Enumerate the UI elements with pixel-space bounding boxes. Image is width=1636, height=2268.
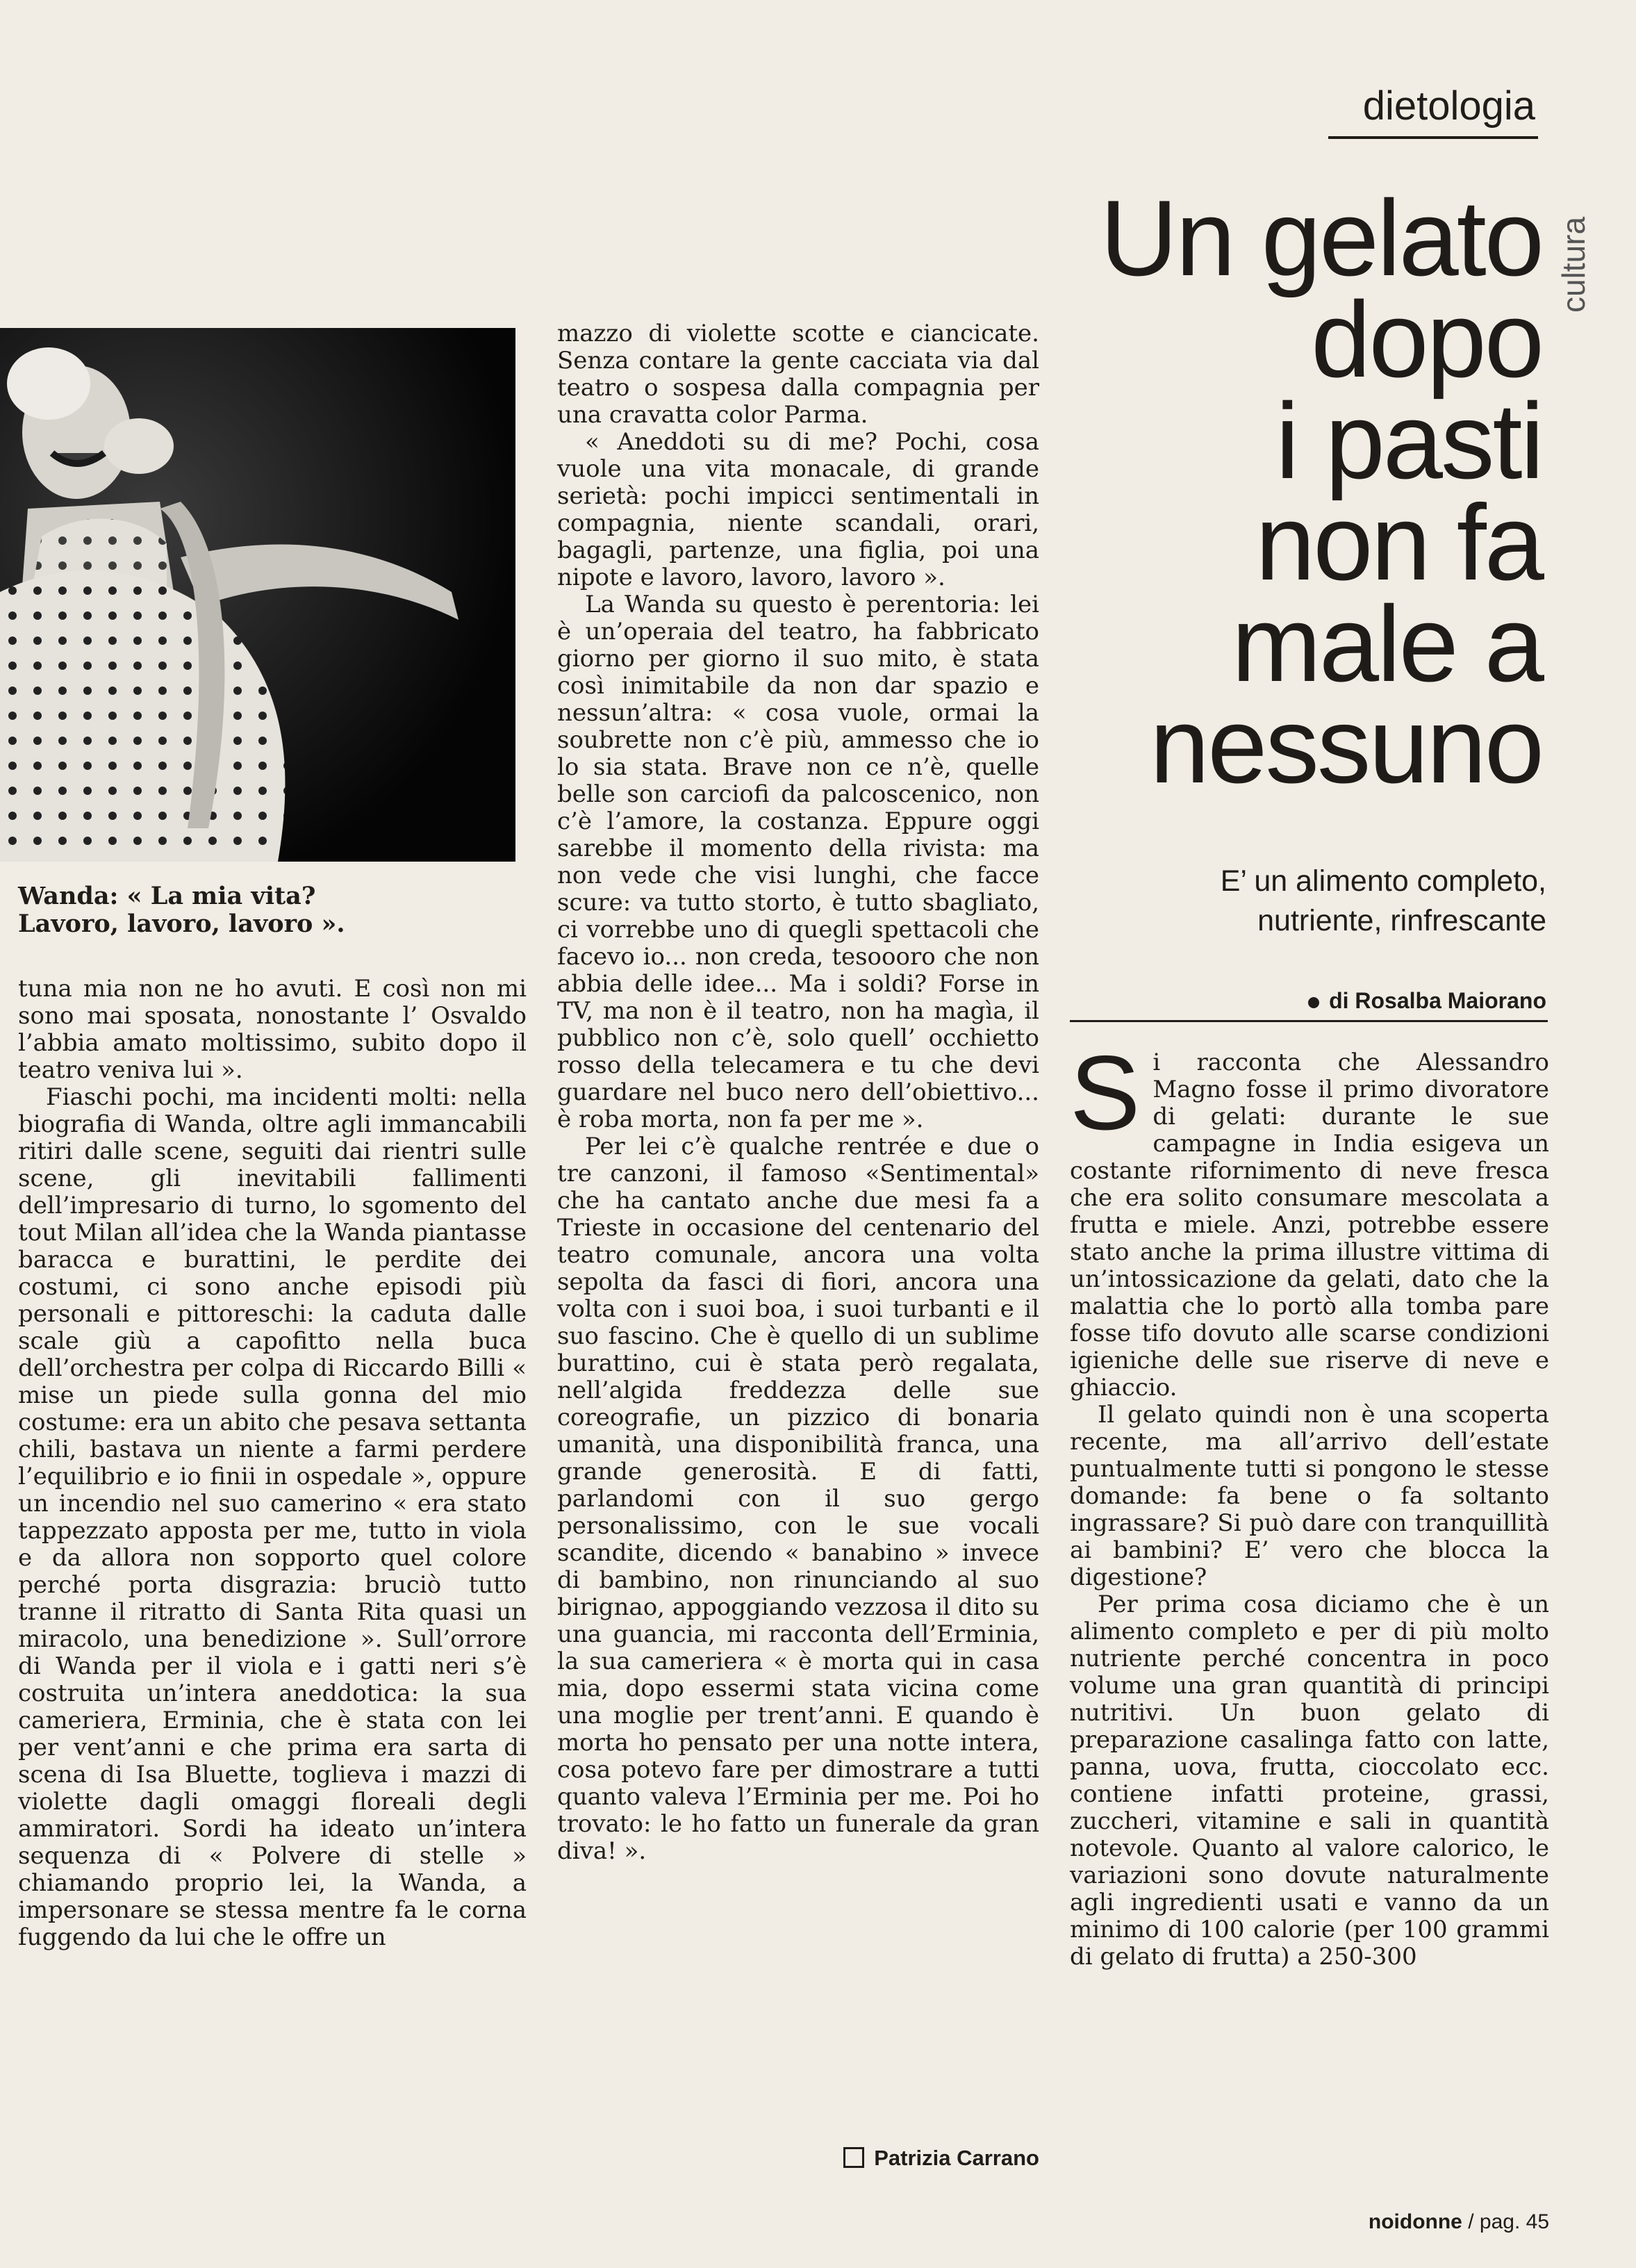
headline-line: non fa <box>1255 482 1542 602</box>
paragraph-text: i racconta che Alessandro Magno fosse il primo divoratore di gelati: durante le sue campagne in India esigeva un costante rifornimento di neve fresca che era solito consumare mescolata a frutta e miele. Anzi, potrebbe essere stato anche la prima illustre vittima di un’intossicazione da gelati, dato che la malattia che lo portò alla tomba pare fosse tifo dovuto alle scarse condizioni igieniche delle sue riserve di neve e ghiaccio. <box>1070 1049 1549 1402</box>
checkbox-square-icon <box>843 2147 864 2168</box>
publication-name: noidonne <box>1368 2210 1462 2233</box>
byline <box>1112 987 1546 1014</box>
article-column-1 <box>18 976 527 1951</box>
byline-divider <box>1070 1020 1548 1022</box>
vertical-section-tag: cultura <box>1555 216 1592 313</box>
subtitle-line: nutriente, rinfrescante <box>1257 904 1546 937</box>
paragraph: tuna mia non ne ho avuti. E così non mi sono mai sposata, nonostante l’ Osvaldo l’abbia amato moltissimo, subito dopo il teatro veniva lui ». <box>18 975 527 1084</box>
article-column-2 <box>557 320 1039 1865</box>
bullet-icon <box>1308 997 1319 1008</box>
subtitle-line: E’ un alimento completo, <box>1220 864 1546 898</box>
author-signature <box>820 2144 1039 2172</box>
signature-text: Patrizia Carrano <box>874 2146 1039 2170</box>
subtitle <box>1056 862 1546 941</box>
headline-line: male a <box>1231 584 1542 704</box>
paragraph: « Aneddoti su di me? Pochi, cosa vuole una vita monacale, di grande serietà: pochi impicci sentimentali in compagnia, niente scandali, orari, bagagli, partenze, una figlia, poi una nipote e lavoro, lavoro, lavoro ». <box>557 428 1039 591</box>
headline-line: i pasti <box>1275 381 1542 501</box>
page-footer <box>1306 2208 1549 2236</box>
paragraph: Per prima cosa diciamo che è un alimento completo e per di più molto nutriente perché concentra in poco volume una gran quantità di principi nutritivi. Un buon gelato di preparazione casalinga fatto con latte, panna, uova, frutta, cioccolato ecc. contiene infatti proteine, grassi, zuccheri, vitamine e sali in quantità notevole. Quanto al valore calorico, le variazioni sono dovute naturalmente agli ingredienti usati e vanno da un minimo di 100 calorie (per 100 grammi di gelato di frutta) a 250-300 <box>1070 1591 1549 1971</box>
paragraph-with-dropcap <box>1070 1034 1549 1402</box>
paragraph: La Wanda su questo è perentoria: lei è un’operaia del teatro, ha fabbricato giorno per giorno il suo mito, è stata così inimitabile da non dar spazio e nessun’altra: « cosa vuole, ormai la soubrette non c’è più, ammesso che io lo sia stata. Brave non ce n’è, quelle belle son carciofi da palcoscenico, non c’è l’amore, la costanza. Eppure oggi sarebbe il momento della rivista: ma non vede che visi lunghi, che facce scure: va tutto storto, è tutto sbagliato, ci vorrebbe uno di quegli spettacoli che facevo io... non creda, tesoooro che non abbia delle idee... Ma i soldi? Forse in TV, ma non è il teatro, non ha magìa, il pubblico non c’è, solo quell’ occhietto rosso della telecamera e tu che devi guardare nel buco nero dell’obiettivo... è roba morta, non fa per me ». <box>557 591 1039 1133</box>
page-number: pag. 45 <box>1479 2210 1549 2233</box>
photo-caption <box>18 882 518 938</box>
footer-separator: / <box>1468 2210 1474 2233</box>
section-divider <box>1328 136 1538 139</box>
byline-text: di Rosalba Maiorano <box>1329 988 1546 1013</box>
photo-wanda <box>0 328 515 862</box>
headline <box>1028 178 1542 805</box>
headline-line: dopo <box>1311 279 1542 400</box>
headline-line: nessuno <box>1149 685 1542 805</box>
headline-line: Un gelato <box>1100 178 1542 298</box>
paragraph: Fiaschi pochi, ma incidenti molti: nella biografia di Wanda, oltre agli immancabili ritiri dalle scene, seguiti dai rientri sulle scene, gli inevitabili fallimenti dell’impresario di turno, lo sgomento del tout Milan all’idea che la Wanda piantasse baracca e burattini, le perdite dei costumi, ci sono anche episodi più personali e pittoreschi: la caduta dalle scale giù a capofitto nella buca dell’orchestra per colpa di Riccardo Billi « mise un piede sulla gonna del mio costume: era un abito che pesava settanta chili, bastava un niente a farmi perdere l’equilibrio e io finii in ospedale », oppure un incendio nel suo camerino « era stato tappezzato apposta per me, tutto in viola e da allora non sopporto quel colore perché porta disgrazia: bruciò tutto tranne il ritratto di Santa Rita quasi un miracolo, una benedizione ». Sull’orrore di Wanda per il viola e i gatti neri s’è costruita un’intera aneddotica: la sua cameriera, Erminia, che è stata con lei per vent’anni e che prima era sarta di scena di Isa Bluette, toglieva i mazzi di violette dagli omaggi floreali degli ammiratori. Sordi ha ideato un’intera sequenza di « Polvere di stelle » chiamando proprio lei, la Wanda, a impersonare se stessa mentre fa le corna fuggendo da lui che le offre un <box>18 1083 527 1951</box>
article-column-3 <box>1070 1034 1549 1971</box>
photo-illustration <box>0 328 515 862</box>
paragraph: mazzo di violette scotte e ciancicate. Senza contare la gente cacciata via dal teatro o sospesa dalla compagnia per una cravatta color Parma. <box>557 320 1039 429</box>
paragraph: Il gelato quindi non è una scoperta recente, ma all’arrivo dell’estate puntualmente tutti si pongono le stesse domande: fa bene o fa soltanto ingrassare? Si può dare con tranquillità ai bambini? E’ vero che blocca la digestione? <box>1070 1401 1549 1591</box>
drop-cap: S <box>1070 1034 1141 1152</box>
caption-line: Lavoro, lavoro, lavoro ». <box>18 910 345 938</box>
section-tag: dietologia <box>1362 83 1535 129</box>
caption-line: Wanda: « La mia vita? <box>18 882 316 910</box>
paragraph: Per lei c’è qualche rentrée e due o tre canzoni, il famoso «Sentimental» che ha cantato anche due mesi fa a Trieste in occasione del centenario del teatro comunale, ancora una volta sepolta da fasci di fiori, ancora una volta con i suoi boa, i suoi turbanti e il suo fascino. Che è quello di un sublime burattino, cui è stata però regalata, nell’algida freddezza delle sue coreografie, un pizzico di bonaria umanità, una disponibilità franca, una grande generosità. E di fatti, parlandomi con il suo gergo personalissimo, con le sue vocali scandite, dicendo « banabino » invece di bambino, non rinunciando al suo birignao, appoggiando vezzosa il dito su una guancia, mi racconta dell’Erminia, la sua cameriera « è morta qui in casa mia, dopo essermi stata vicina come una moglie per trent’anni. E quando è morta ho pensato per una notte intera, cosa potevo fare per dimostrare a tutti quanto valeva l’Erminia per me. Poi ho trovato: le ho fatto un funerale da gran diva! ». <box>557 1133 1039 1865</box>
